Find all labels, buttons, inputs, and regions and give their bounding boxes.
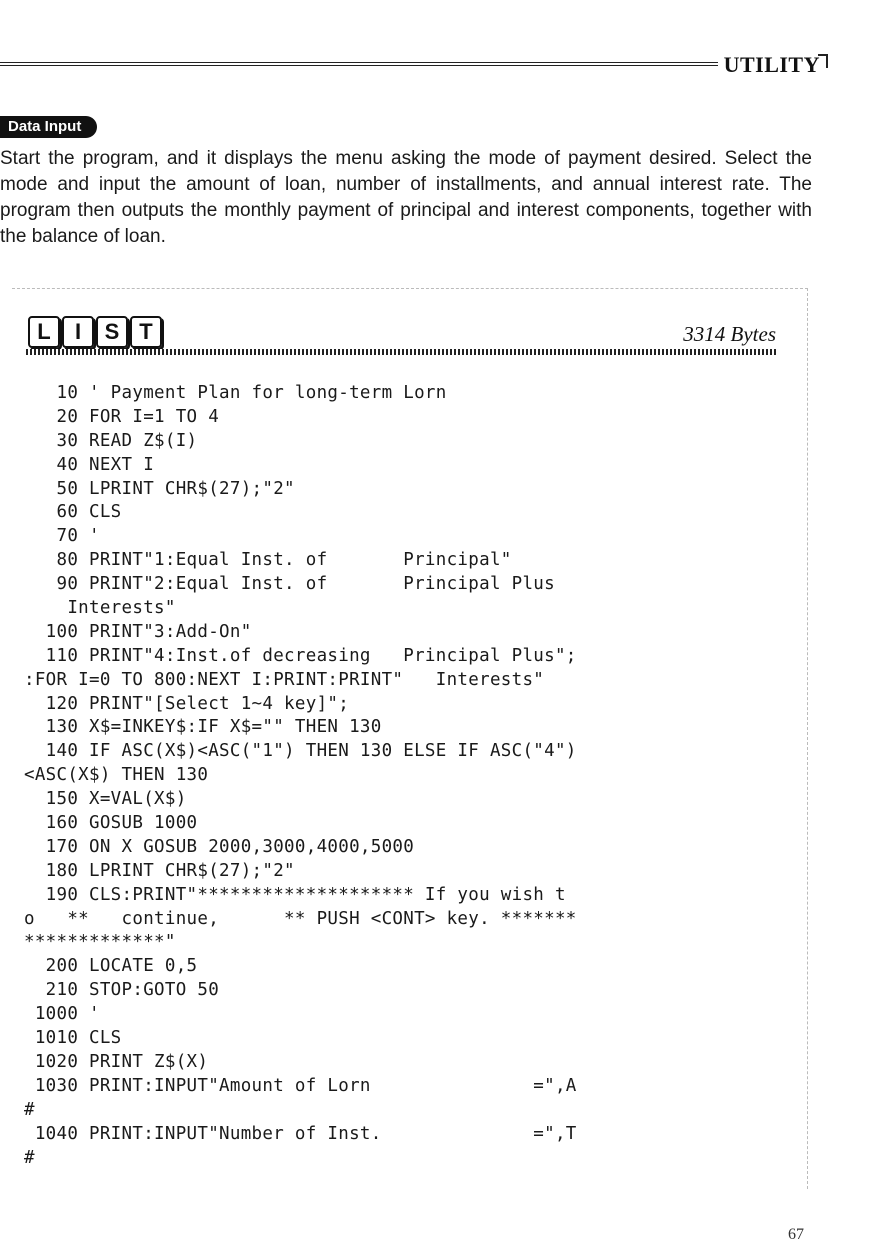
code-line: # [24, 1099, 35, 1120]
code-line: 40 NEXT I [24, 454, 155, 475]
code-line: 170 ON X GOSUB 2000,3000,4000,5000 [24, 836, 415, 857]
byte-count: 3314 Bytes [683, 322, 776, 346]
code-line: 20 FOR I=1 TO 4 [24, 406, 220, 427]
code-line: 160 GOSUB 1000 [24, 813, 198, 834]
code-line: 190 CLS:PRINT"******************** If you wish t [24, 884, 566, 905]
code-line: 1040 PRINT:INPUT"Number of Inst. =",T [24, 1123, 577, 1144]
logo-key-l: L [28, 316, 60, 348]
code-line: <ASC(X$) THEN 130 [24, 765, 209, 786]
dotted-rule [26, 349, 776, 355]
code-line: 30 READ Z$(I) [24, 430, 198, 451]
code-line: 60 CLS [24, 502, 122, 523]
code-line: *************" [24, 932, 176, 953]
title-bracket [818, 54, 828, 68]
logo-key-i: I [62, 316, 94, 348]
code-line: 100 PRINT"3:Add-On" [24, 621, 252, 642]
code-line: 110 PRINT"4:Inst.of decreasing Principal Plus"; [24, 645, 577, 666]
header-rule [0, 62, 818, 66]
code-line: 10 ' Payment Plan for long-term Lorn [24, 383, 447, 403]
code-line: 180 LPRINT CHR$(27);"2" [24, 860, 295, 881]
list-logo [28, 316, 162, 348]
code-line: 120 PRINT"[Select 1~4 key]"; [24, 693, 350, 714]
intro-paragraph: Start the program, and it displays the menu asking the mode of payment desired. Select the mode and input the amount of loan, number of installments, and annual interest rate. The program then outputs the monthly payment of principal and interest components, together with the balance of loan. [0, 148, 812, 247]
code-line: 1000 ' [24, 1004, 100, 1025]
code-line: 80 PRINT"1:Equal Inst. of Principal" [24, 550, 512, 571]
code-line: 50 LPRINT CHR$(27);"2" [24, 478, 295, 499]
code-line: :FOR I=0 TO 800:NEXT I:PRINT:PRINT" Interests" [24, 669, 545, 690]
logo-key-t: T [130, 316, 162, 348]
code-listing [24, 382, 577, 1170]
code-line: 1020 PRINT Z$(X) [24, 1051, 209, 1072]
code-line: 90 PRINT"2:Equal Inst. of Principal Plus [24, 574, 555, 595]
code-line: 150 X=VAL(X$) [24, 789, 187, 810]
code-line: 1010 CLS [24, 1028, 122, 1049]
logo-key-s: S [96, 316, 128, 348]
code-line: 200 LOCATE 0,5 [24, 956, 198, 977]
code-line: 70 ' [24, 526, 100, 547]
section-title: UTILITY [718, 52, 820, 78]
code-line: 210 STOP:GOTO 50 [24, 980, 220, 1001]
code-line: Interests" [24, 598, 176, 619]
code-line: o ** continue, ** PUSH <CONT> key. ******* [24, 908, 577, 929]
code-line: 1030 PRINT:INPUT"Amount of Lorn =",A [24, 1075, 577, 1096]
code-line: 130 X$=INKEY$:IF X$="" THEN 130 [24, 717, 382, 738]
code-line: 140 IF ASC(X$)<ASC("1") THEN 130 ELSE IF ASC("4") [24, 741, 577, 762]
data-input-badge: Data Input [0, 116, 97, 138]
page-number: 67 [788, 1226, 804, 1243]
code-line: # [24, 1147, 35, 1168]
